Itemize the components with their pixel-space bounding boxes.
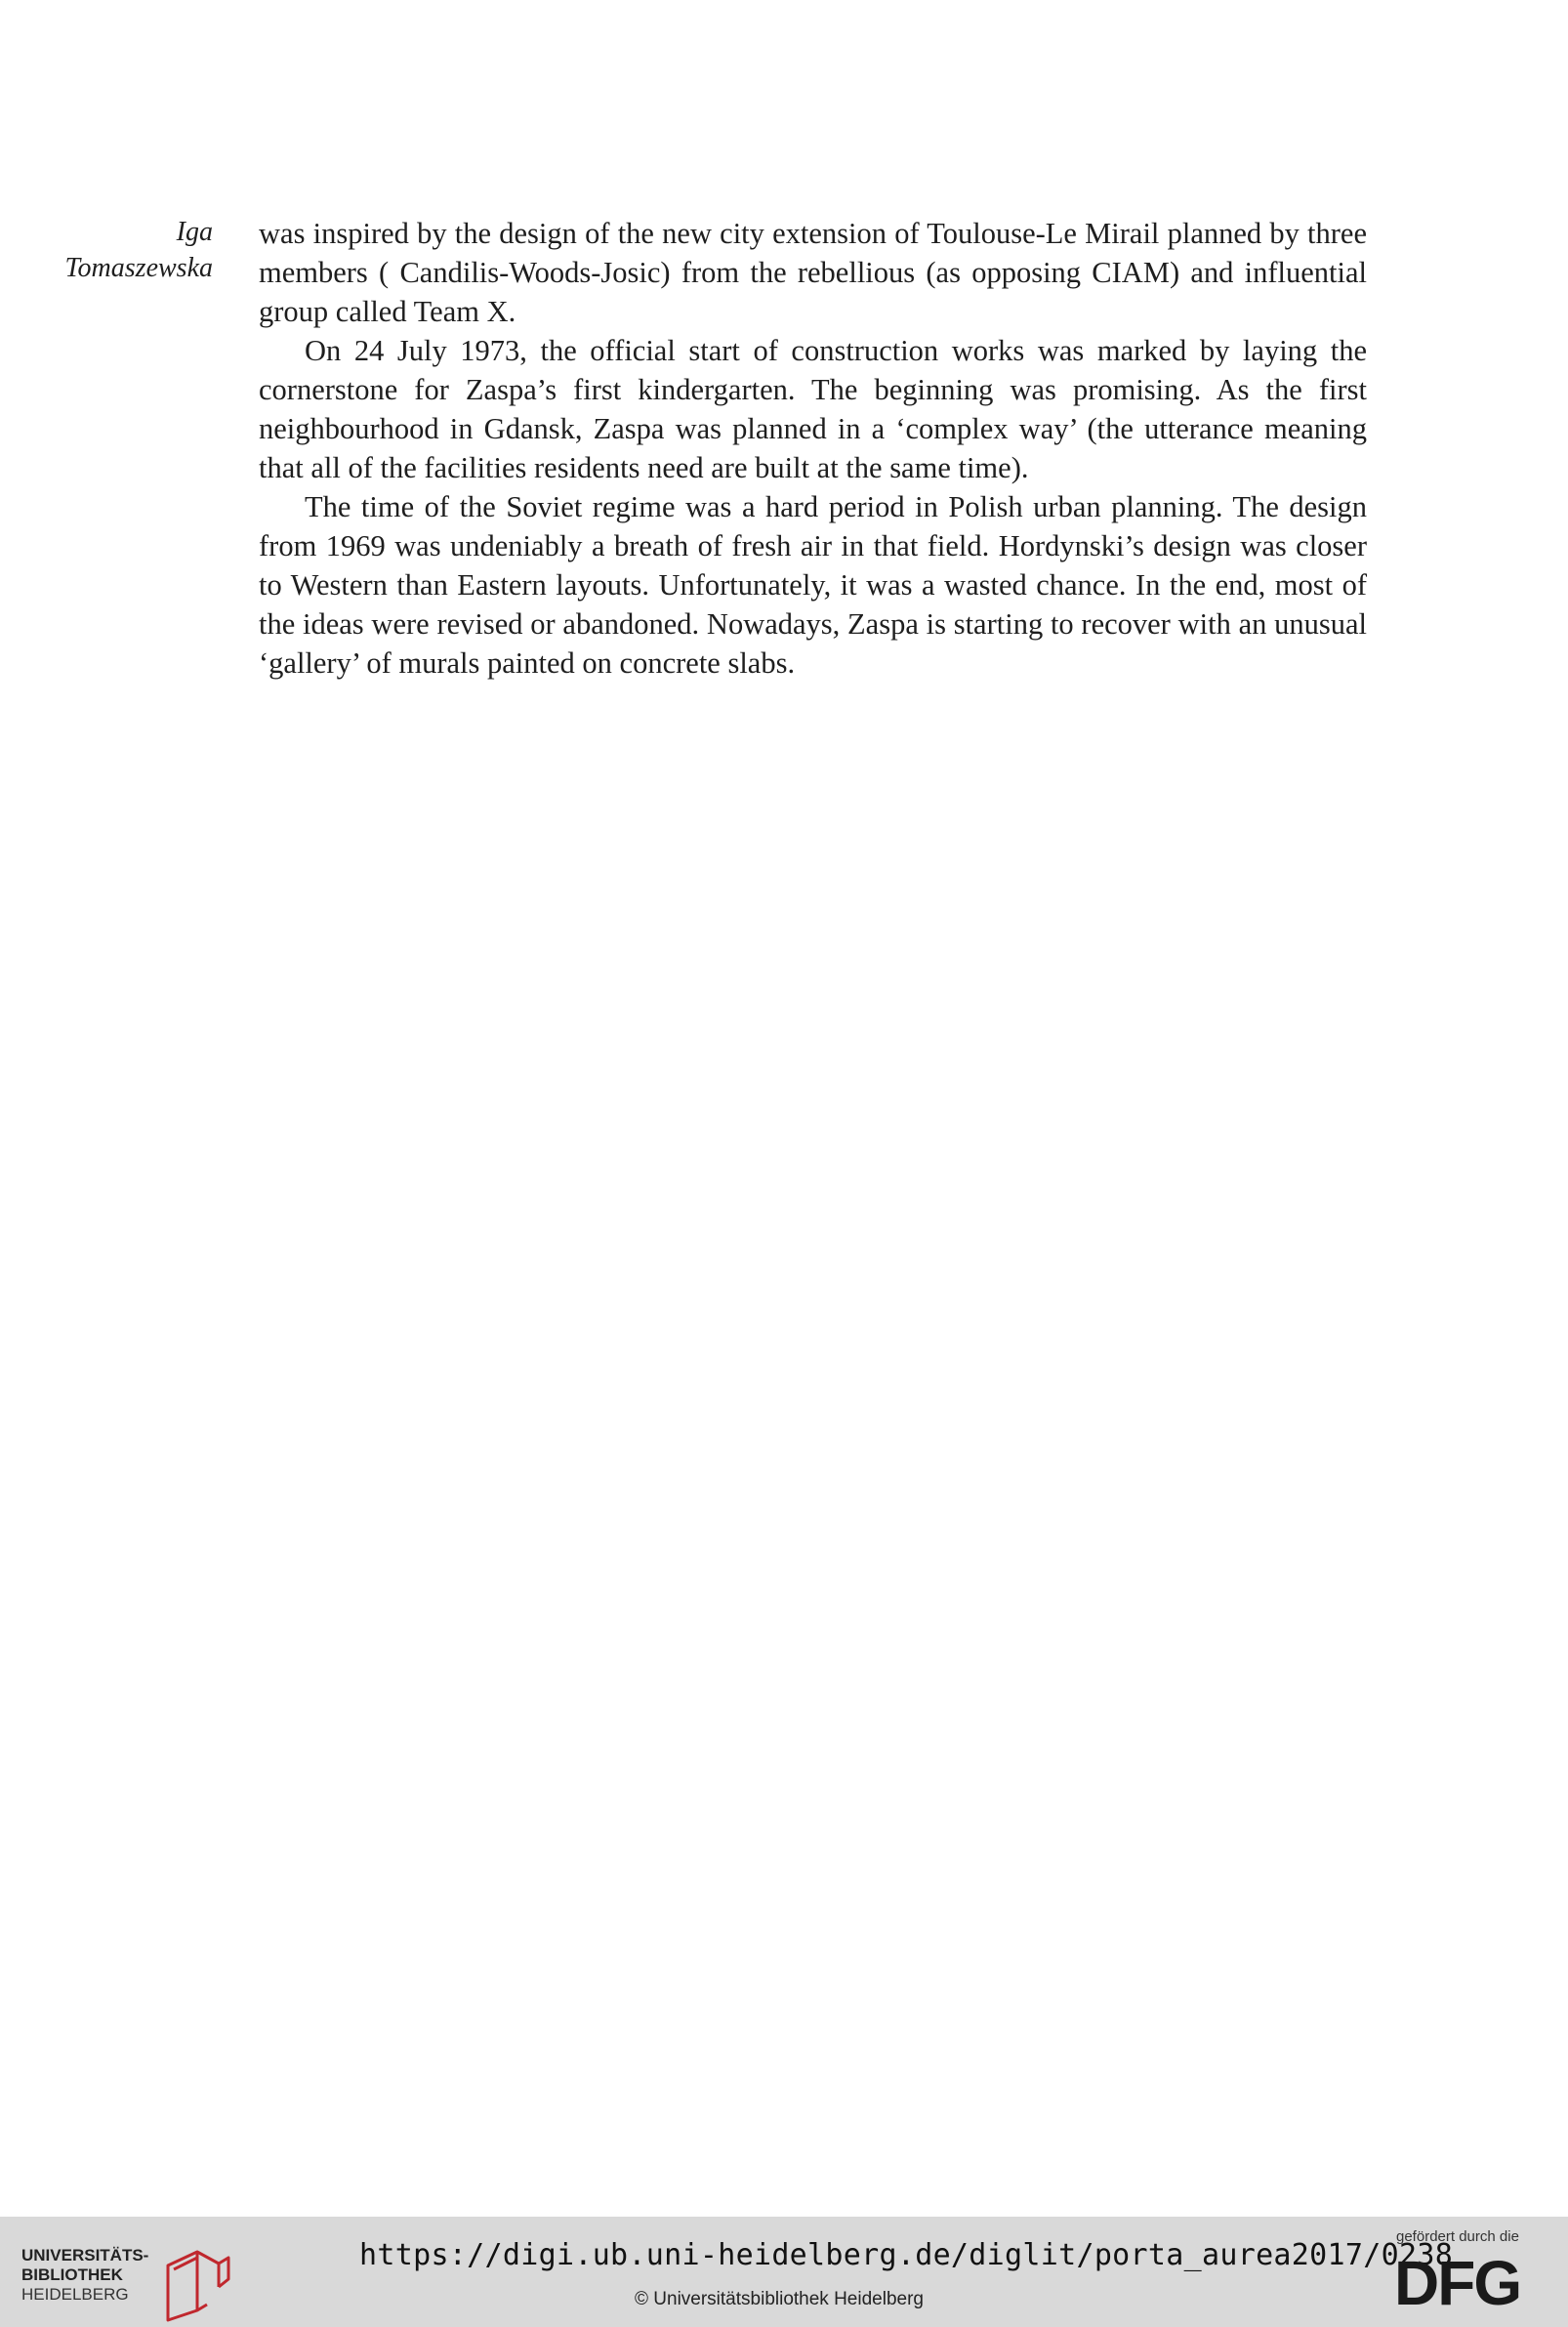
footer-bar (0, 2217, 1568, 2327)
author-last-name: Tomaszewska (64, 253, 213, 283)
author-first-name: Iga (176, 217, 213, 247)
author-name (29, 214, 213, 286)
funder-caption: gefördert durch die (1396, 2228, 1519, 2245)
copyright-notice: © Universitätsbibliothek Heidelberg (635, 2289, 924, 2309)
article-body (259, 214, 1367, 683)
library-logo-line3: HEIDELBERG (21, 2285, 129, 2304)
dfg-logo[interactable]: DFG (1394, 2248, 1521, 2318)
paragraph-2: On 24 July 1973, the official start of construction works was marked by laying the cornerstone for Zaspa’s first kindergarten. The beginning was promising. As the first neighbourhood in Gdansk, Zaspa was planned in a ‘complex way’ (the utterance meaning that all of the facilities residents need are built at the same time). (259, 334, 1367, 484)
paragraph-1: was inspired by the design of the new city extension of Toulouse-Le Mirail planned by three members ( Candilis-Woods-Josic) from the rebellious (as opposing CIAM) and influential group called Team X. (259, 217, 1367, 328)
paragraph-3: The time of the Soviet regime was a hard period in Polish urban planning. The design from 1969 was undeniably a breath of fresh air in that field. Hordynski’s design was closer to Western than Eastern layouts. Unfortunately, it was a wasted chance. In the end, most of the ideas were revised or abandoned. Nowadays, Zaspa is starting to recover with an unusual ‘gallery’ of murals painted on concrete slabs. (259, 490, 1367, 680)
library-logo-line2: BIBLIOTHEK (21, 2265, 123, 2284)
library-logo-line1: UNIVERSITÄTS- (21, 2246, 149, 2265)
ub-heidelberg-logo-icon (158, 2246, 238, 2322)
library-logo-text (21, 2246, 148, 2305)
library-logo[interactable] (21, 2246, 227, 2314)
page-url-link[interactable]: https://digi.ub.uni-heidelberg.de/diglit/porta_aurea2017/0238 (359, 2238, 1454, 2272)
